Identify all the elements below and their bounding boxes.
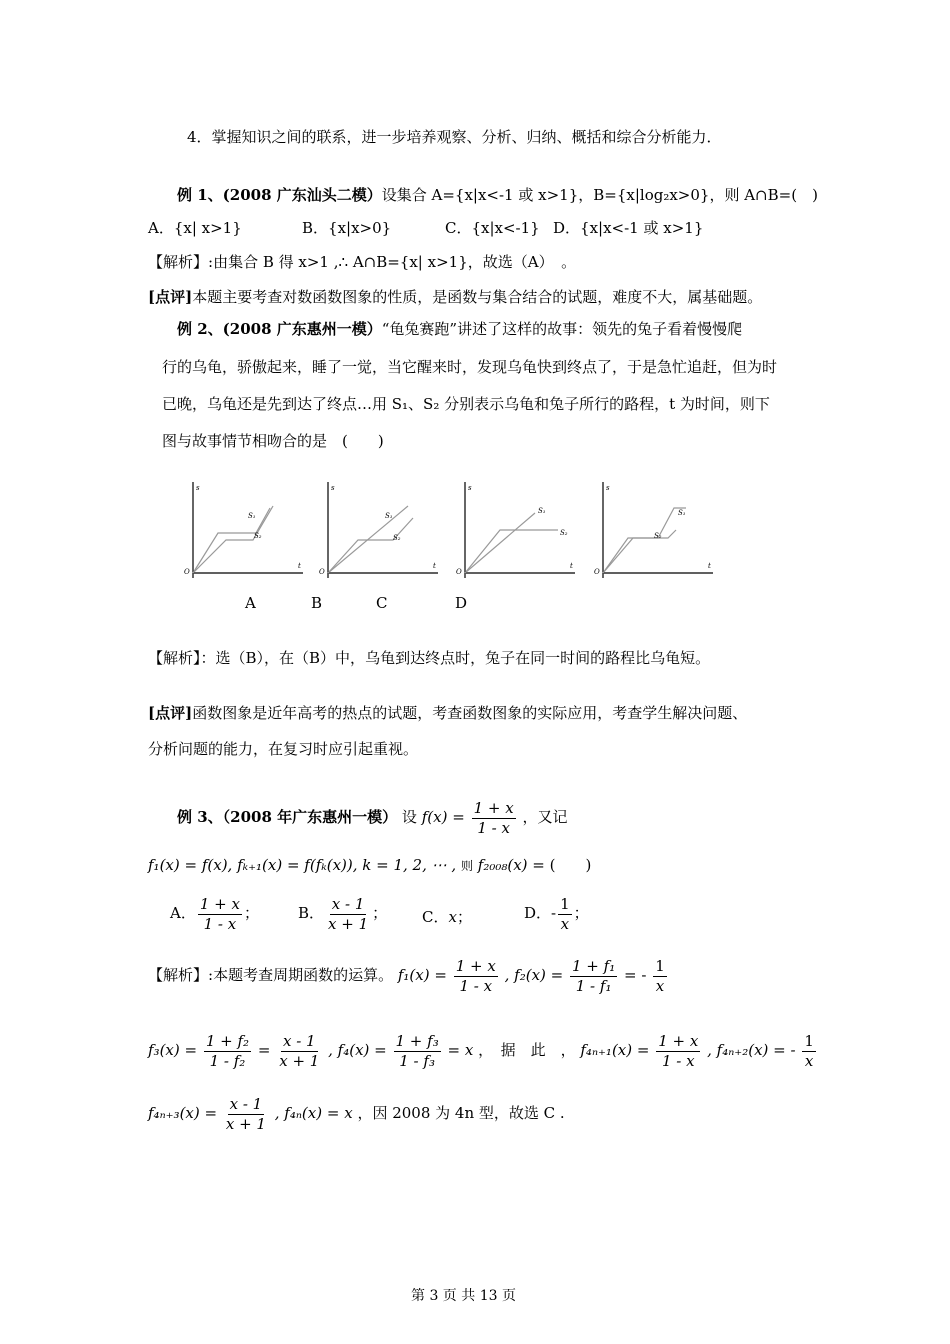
denominator: x + 1 (279, 1051, 320, 1070)
s2-curve (465, 530, 558, 573)
fraction (394, 1033, 441, 1069)
origin-label: O (184, 568, 190, 576)
example-1-analysis (148, 253, 576, 271)
semicolon: ； (372, 904, 388, 922)
comment-tag: [点评] (148, 288, 193, 306)
numerator: 1 (804, 1032, 814, 1050)
fraction (656, 1033, 700, 1069)
denominator: 1 - f₃ (399, 1051, 435, 1070)
s1-label: S₁ (385, 512, 393, 520)
axis-s-label: s (468, 484, 472, 492)
s1-label: S₁ (248, 512, 256, 520)
s2-label: S₂ (393, 534, 401, 542)
s2-curve (328, 518, 413, 573)
analysis-tag: 【解析】 (148, 966, 209, 984)
example-3-recurrence (148, 856, 591, 874)
numerator: 1 + f₁ (572, 957, 616, 975)
option-value: x (448, 908, 457, 926)
axis-s-label: s (196, 484, 200, 492)
example-3-label: 例 3、（2008 年广东惠州一模） (177, 808, 398, 826)
equals-minus: = - (624, 966, 647, 984)
example-3-option-d (524, 896, 589, 932)
example-3-after: ，又记 (522, 808, 568, 826)
fraction (802, 1033, 816, 1069)
example-1-option-b: B．{x|x>0} (302, 219, 392, 237)
conclusion-text: ，因 2008 为 4n 型，故选 C . (357, 1104, 565, 1122)
f1-formula: f₁(x) = (397, 966, 447, 984)
point-4: 4．掌握知识之间的联系，进一步培养观察、分析、归纳、概括和综合分析能力． (187, 128, 722, 146)
example-2-text: “龟兔赛跑”讲述了这样的故事：领先的兔子看着慢慢爬 (381, 320, 743, 338)
numerator: 1 (655, 957, 665, 975)
axis-t-label: t (708, 562, 711, 570)
numerator: 1 + x (199, 895, 240, 913)
numerator: 1 (560, 895, 570, 913)
example-3-analysis-line-3 (148, 1096, 565, 1132)
origin-label: O (456, 568, 462, 576)
analysis-tag: 【解析】 (148, 649, 201, 667)
f4n-formula: , f₄ₙ(x) = x (274, 1104, 353, 1122)
graph-a (178, 478, 308, 592)
denominator: 1 - x (661, 1051, 695, 1070)
origin-label: O (319, 568, 325, 576)
numerator: 1 + f₂ (205, 1032, 250, 1050)
then-word: 则 (460, 859, 473, 873)
option-letter: A． (170, 904, 196, 922)
equals: = (257, 1041, 271, 1059)
s1-curve (603, 508, 686, 573)
f4-result: = x (447, 1041, 474, 1059)
s1-curve (465, 513, 535, 573)
comment-tag: [点评] (148, 704, 193, 722)
denominator: x (560, 914, 570, 933)
s2-label: S₂ (560, 529, 568, 537)
comment-text: 本题主要考查对数函数图象的性质，是函数与集合结合的试题，难度不大，属基础题。 (192, 288, 763, 306)
f-of-x: f(x) = (421, 808, 465, 826)
axis-s-label: s (606, 484, 610, 492)
example-2-comment-1 (148, 704, 747, 722)
s2-label: S₂ (254, 532, 262, 540)
graph-c (450, 478, 580, 592)
numerator: x - 1 (229, 1095, 263, 1113)
fraction (570, 958, 617, 994)
graph-label-a: A (245, 594, 256, 612)
f4-formula: , f₄(x) = (328, 1041, 387, 1059)
fraction (653, 958, 667, 994)
example-3-analysis-line-1 (148, 958, 669, 994)
example-2-analysis (148, 649, 710, 667)
fraction (472, 800, 516, 836)
fraction (326, 896, 370, 932)
analysis-text: :由集合 B 得 x>1 ,∴ A∩B={x| x>1}，故选（A） 。 (208, 253, 577, 271)
graph-d (588, 478, 718, 592)
graph-b (313, 478, 443, 592)
numerator: 1 + x (455, 957, 496, 975)
option-letter: C． (422, 908, 449, 926)
f4n3-formula: f₄ₙ₊₃(x) = (148, 1104, 218, 1122)
axis-t-label: t (298, 562, 301, 570)
denominator: x + 1 (328, 914, 369, 933)
axis-t-label: t (433, 562, 436, 570)
example-2-line-3: 已晚，乌龟还是先到达了终点…用 S₁、S₂ 分别表示乌龟和兔子所行的路程，t 为时间，则下 (162, 395, 770, 413)
axis-t-label: t (570, 562, 573, 570)
denominator: 1 - x (477, 818, 510, 837)
comment-text: 函数图象是近年高考的热点的试题，考查函数图象的实际应用，考查学生解决问题、 (192, 704, 748, 722)
minus-sign: - (551, 904, 557, 922)
denominator: 1 - x (203, 914, 237, 933)
accordingly-text: ， 据 此 ， (478, 1041, 576, 1059)
fraction (454, 958, 498, 994)
example-2-label: 例 2、(2008 广东惠州一模） (177, 320, 382, 338)
example-1-comment (148, 288, 762, 306)
denominator: x (655, 976, 665, 995)
s1-label: S₁ (538, 507, 546, 515)
f4n2-formula: , f₄ₙ₊₂(x) = - (707, 1041, 796, 1059)
example-1-option-d: D．{x|x<-1 或 x>1} (553, 219, 704, 237)
graph-label-b: B (311, 594, 323, 612)
option-letter: D． (524, 904, 552, 922)
example-2-line-4: 图与故事情节相吻合的是 ( ) (162, 432, 384, 450)
s1-label: S₁ (678, 509, 686, 517)
graph-label-c: C (376, 594, 388, 612)
example-3-analysis-line-2 (148, 1033, 818, 1069)
numerator: 1 + x (473, 799, 514, 817)
option-letter: B． (298, 904, 325, 922)
origin-label: O (594, 568, 600, 576)
numerator: 1 + x (658, 1032, 699, 1050)
fraction (224, 1096, 268, 1132)
numerator: x - 1 (331, 895, 365, 913)
page-footer: 第 3 页 共 13 页 (411, 1288, 516, 1304)
example-1-text: 设集合 A={x|x<-1 或 x>1}，B={x|log₂x>0}，则 A∩B=( ) (381, 186, 818, 204)
example-1-label: 例 1、(2008 广东汕头二模） (177, 186, 382, 204)
fraction (558, 896, 572, 932)
example-2-line-2: 行的乌龟，骄傲起来，睡了一觉，当它醒来时，发现乌龟快到终点了，于是急忙追赶，但为时 (162, 358, 778, 376)
fraction (204, 1033, 251, 1069)
axis-s-label: s (331, 484, 335, 492)
semicolon: ； (573, 904, 589, 922)
target-formula: f₂₀₀₈(x) = (477, 856, 545, 874)
fraction (277, 1033, 321, 1069)
example-3-option-a (170, 896, 259, 932)
example-3-option-c (422, 908, 472, 926)
numerator: 1 + f₃ (395, 1032, 439, 1050)
example-3-question (177, 800, 567, 836)
f3-formula: f₃(x) = (148, 1041, 198, 1059)
semicolon: ； (243, 904, 259, 922)
analysis-text: ：选（B），在（B）中，乌龟到达终点时，兔子在同一时间的路程比乌龟短。 (200, 649, 711, 667)
example-1-option-a: A．{x| x>1} (148, 219, 242, 237)
denominator: 1 - x (459, 976, 493, 995)
recurrence-formula: f₁(x) = f(x), fₖ₊₁(x) = f(fₖ(x)), k = 1, 2, ⋯ , (148, 856, 457, 874)
s2-label: S₂ (654, 532, 662, 540)
example-1-question (177, 186, 818, 204)
graph-label-d: D (455, 594, 468, 612)
denominator: 1 - f₂ (209, 1051, 246, 1070)
example-2-line-1 (177, 320, 742, 338)
example-2-comment-2: 分析问题的能力，在复习时应引起重视。 (148, 740, 419, 758)
semicolon: ； (456, 908, 472, 926)
analysis-tag: 【解析】 (148, 253, 209, 271)
numerator: x - 1 (282, 1032, 316, 1050)
denominator: 1 - f₁ (575, 976, 612, 995)
f2-formula: , f₂(x) = (504, 966, 564, 984)
fraction (198, 896, 242, 932)
s2-curve (603, 530, 676, 573)
example-3-option-b (298, 896, 387, 932)
answer-blank: ( ) (549, 856, 592, 874)
example-1-option-c: C．{x|x<-1} (445, 219, 540, 237)
f4n1-formula: f₄ₙ₊₁(x) = (580, 1041, 650, 1059)
analysis-text: :本题考查周期函数的运算。 (208, 966, 394, 984)
example-3-intro: 设 (401, 808, 417, 826)
denominator: x (804, 1051, 814, 1070)
denominator: x + 1 (225, 1114, 266, 1133)
